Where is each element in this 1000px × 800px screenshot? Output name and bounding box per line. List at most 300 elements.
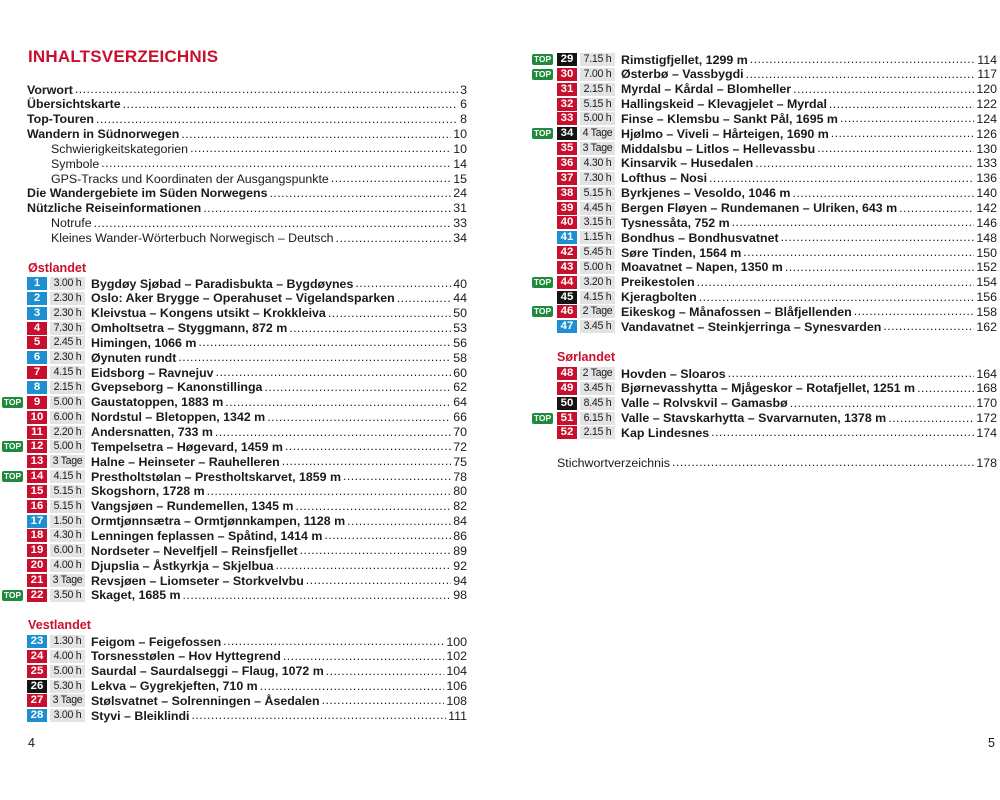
toc-entry[interactable] (51, 156, 467, 171)
tour-entry[interactable] (557, 186, 997, 201)
tour-entry[interactable] (557, 82, 997, 97)
leader-dots (829, 97, 974, 112)
leader-dots (198, 335, 451, 350)
leader-dots (300, 543, 452, 558)
tour-entry[interactable] (557, 126, 997, 141)
tour-number-badge: 18 (27, 529, 47, 542)
leader-dots (75, 82, 458, 97)
tour-entry[interactable] (27, 454, 467, 469)
tour-duration: 4.15 h (50, 470, 85, 483)
tour-page: 117 (977, 67, 997, 82)
page-number-left: 4 (28, 736, 35, 750)
tour-title: Vangsjøen – Rundemellen, 1345 m (91, 499, 294, 514)
tour-number-badge: 47 (557, 320, 577, 333)
leader-dots (328, 306, 451, 321)
tour-entry[interactable] (27, 395, 467, 410)
tour-title: Kjeragbolten (621, 290, 697, 305)
tour-number-badge: 12 (27, 440, 47, 453)
tour-duration: 3 Tage (50, 574, 85, 587)
leader-dots (343, 469, 451, 484)
tour-entry[interactable] (557, 201, 997, 216)
tour-entry[interactable] (557, 52, 997, 67)
tour-duration: 5.00 h (50, 440, 85, 453)
tour-number-badge: 45 (557, 291, 577, 304)
tour-page: 58 (453, 350, 467, 365)
tour-duration: 2 Tage (580, 367, 615, 380)
tour-entry[interactable] (27, 499, 467, 514)
leader-dots (672, 455, 974, 470)
tour-page: 84 (453, 514, 467, 529)
tour-duration: 7.15 h (580, 53, 615, 66)
tour-duration: 2.30 h (50, 351, 85, 364)
leader-dots (322, 693, 445, 708)
tour-number-badge: 42 (557, 246, 577, 259)
tour-page: 40 (453, 276, 467, 291)
tour-duration: 1.30 h (50, 635, 85, 648)
tour-title: Eidsborg – Ravnejuv (91, 365, 214, 380)
tour-title: Oslo: Aker Brygge – Operahuset – Vigelandsparken (91, 291, 395, 306)
tour-number-badge: 43 (557, 261, 577, 274)
toc-entry[interactable] (51, 216, 467, 231)
tour-number-badge: 21 (27, 574, 47, 587)
leader-dots (792, 186, 974, 201)
toc-entry-title: Symbole (51, 156, 100, 171)
tour-duration: 2.45 h (50, 336, 85, 349)
tour-page: 150 (976, 245, 997, 260)
tour-duration: 3.45 h (580, 320, 615, 333)
toc-entry-title: Kleines Wander-Wörterbuch Norwegisch – Deutsch (51, 231, 334, 245)
tour-duration: 6.15 h (580, 412, 615, 425)
tour-duration: 6.00 h (50, 544, 85, 557)
tour-duration: 1.15 h (580, 231, 615, 244)
tour-title: Finse – Klemsbu – Sankt Pål, 1695 m (621, 111, 838, 126)
leader-dots (276, 558, 452, 573)
tour-number-badge: 13 (27, 455, 47, 468)
tour-number-badge: 41 (557, 231, 577, 244)
tour-number-badge: 37 (557, 172, 577, 185)
tour-page: 100 (446, 634, 467, 649)
tour-entry[interactable] (27, 425, 467, 440)
leader-dots (326, 664, 445, 679)
tour-title: Østerbø – Vassbygdi (621, 67, 744, 82)
leader-dots (223, 634, 444, 649)
tour-number-badge: 27 (27, 694, 47, 707)
leader-dots (711, 425, 974, 440)
tour-number-badge: 17 (27, 515, 47, 528)
leader-dots (270, 186, 452, 201)
leader-dots (215, 425, 451, 440)
tour-duration: 6.00 h (50, 411, 85, 424)
index-entry[interactable] (557, 455, 997, 470)
tour-number-badge: 26 (27, 680, 47, 693)
leader-dots (831, 126, 975, 141)
tour-duration: 3.20 h (580, 276, 615, 289)
tour-page: 170 (976, 396, 997, 411)
tour-title: Søre Tinden, 1564 m (621, 245, 742, 260)
leader-dots (709, 171, 974, 186)
leader-dots (203, 201, 451, 216)
tour-page: 89 (453, 543, 467, 558)
tour-page: 86 (453, 528, 467, 543)
leader-dots (888, 411, 974, 426)
tour-page: 126 (976, 126, 997, 141)
tour-number-badge: 14 (27, 470, 47, 483)
tour-title: Øynuten rundt (91, 350, 177, 365)
tour-entry[interactable] (557, 156, 997, 171)
tour-title: Bergen Fløyen – Rundemanen – Ulriken, 643 m (621, 201, 898, 215)
tour-number-badge: 32 (557, 98, 577, 111)
tour-entry[interactable] (27, 306, 467, 321)
tour-entry[interactable] (27, 365, 467, 380)
tour-page: 156 (976, 290, 997, 305)
tour-page: 56 (453, 335, 467, 350)
tour-title: Prestholtstølan – Prestholtskarvet, 1859 m (91, 469, 341, 484)
tour-entry[interactable] (557, 381, 997, 396)
leader-dots (917, 381, 974, 396)
top-tour-badge: TOP (533, 306, 552, 317)
tour-title: Vandavatnet – Steinkjerringa – Synesvarden (621, 319, 882, 334)
tour-entry[interactable] (557, 396, 997, 411)
tour-title: Saurdal – Saurdalseggi – Flaug, 1072 m (91, 664, 324, 679)
tour-title: Kleivstua – Kongens utsikt – Krokkleiva (91, 306, 326, 321)
tour-page: 66 (453, 410, 467, 425)
tour-entry[interactable] (27, 350, 467, 365)
leader-dots (732, 215, 975, 230)
tour-title: Kinsarvik – Husedalen (621, 156, 754, 171)
toc-entry[interactable] (27, 127, 467, 142)
tour-duration: 5.45 h (580, 246, 615, 259)
tour-title: Nordseter – Nevelfjell – Reinsfjellet (91, 543, 298, 558)
index-entry-page: 178 (976, 455, 997, 470)
tour-number-badge: 19 (27, 544, 47, 557)
leader-dots (840, 111, 974, 126)
tour-entry[interactable] (27, 708, 467, 723)
tour-duration: 4.00 h (50, 559, 85, 572)
tour-title: Tysnessåta, 752 m (621, 215, 730, 230)
tour-number-badge: 16 (27, 500, 47, 513)
tour-page: 98 (453, 588, 467, 603)
leader-dots (781, 230, 975, 245)
tour-number-badge: 9 (27, 396, 47, 409)
tour-duration: 4.45 h (580, 202, 615, 215)
tour-entry[interactable] (557, 230, 997, 245)
tour-page: 111 (448, 708, 467, 723)
toc-entry-title: Übersichtskarte (27, 97, 121, 112)
region-heading-ostlandet: Østlandet (28, 261, 87, 275)
leader-dots (101, 156, 451, 171)
leader-dots (264, 380, 451, 395)
leader-dots (899, 201, 974, 216)
tour-page: 172 (976, 411, 997, 426)
tour-duration: 2.30 h (50, 292, 85, 305)
leader-dots (331, 171, 451, 186)
tour-entry[interactable] (27, 335, 467, 350)
tour-page: 60 (453, 365, 467, 380)
leader-dots (183, 588, 452, 603)
top-tour-badge: TOP (533, 54, 552, 64)
top-tour-badge: TOP (3, 396, 22, 407)
tour-page: 158 (976, 304, 997, 319)
tour-title: Lofthus – Nosi (621, 171, 708, 186)
tour-duration: 3 Tage (50, 694, 85, 707)
leader-dots (755, 156, 974, 171)
tour-page: 50 (453, 306, 467, 321)
tour-title: Skaget, 1685 m (91, 588, 181, 603)
tour-title: Bondhus – Bondhusvatnet (621, 230, 779, 245)
leader-dots (283, 649, 445, 664)
leader-dots (324, 528, 451, 543)
tour-entry[interactable] (27, 380, 467, 395)
tour-entry[interactable] (27, 634, 467, 649)
tour-entry[interactable] (557, 111, 997, 126)
toc-entry-title: Schwierigkeitskategorien (51, 141, 189, 156)
tour-title: Feigom – Feigefossen (91, 634, 222, 649)
tour-title: Himingen, 1066 m (91, 335, 197, 350)
tour-entry[interactable] (557, 275, 997, 290)
tour-title: Bygdøy Sjøbad – Paradisbukta – Bygdøynes (91, 276, 354, 291)
region-heading-sorlandet: Sørlandet (557, 350, 616, 364)
toc-entry[interactable] (27, 112, 467, 127)
tour-page: 148 (976, 230, 997, 245)
leader-dots (94, 216, 452, 231)
leader-dots (750, 52, 976, 67)
tour-title: Middalsbu – Litlos – Hellevassbu (621, 141, 816, 156)
tour-duration: 4.30 h (50, 529, 85, 542)
tour-page: 92 (453, 558, 467, 573)
toc-entry-page: 3 (460, 82, 467, 97)
tour-page: 142 (976, 201, 997, 215)
tour-number-badge: 51 (557, 412, 577, 425)
tour-entry[interactable] (27, 484, 467, 499)
tour-page: 102 (446, 649, 467, 664)
tour-duration: 8.45 h (580, 397, 615, 410)
tour-title: Byrkjenes – Vesoldo, 1046 m (621, 186, 791, 201)
tour-entry[interactable] (557, 215, 997, 230)
tour-duration: 5.30 h (50, 680, 85, 693)
tour-entry[interactable] (557, 290, 997, 305)
tour-duration: 5.00 h (50, 396, 85, 409)
tour-duration: 2 Tage (580, 305, 615, 318)
tour-page: 108 (446, 693, 467, 708)
tour-title: Valle – Rolvskvil – Gamasbø (621, 396, 788, 411)
tour-duration: 3.00 h (50, 709, 85, 722)
tour-entry[interactable] (557, 141, 997, 156)
toc-entry[interactable] (51, 231, 467, 246)
tour-number-badge: 6 (27, 351, 47, 364)
leader-dots (883, 319, 974, 334)
tour-title: Djupslia – Åstkyrkja – Skjelbua (91, 558, 274, 573)
leader-dots (282, 454, 452, 469)
toc-entry-title: GPS-Tracks und Koordinaten der Ausgangspunkte (51, 171, 329, 186)
tour-title: Omholtsetra – Styggmann, 872 m (91, 321, 288, 336)
tour-title: Hallingskeid – Klevagjelet – Myrdal (621, 97, 827, 112)
tour-entry[interactable] (557, 171, 997, 186)
tour-number-badge: 36 (557, 157, 577, 170)
tour-title: Styvi – Bleiklindi (91, 708, 190, 723)
tour-number-badge: 39 (557, 202, 577, 215)
tour-number-badge: 24 (27, 650, 47, 663)
tour-number-badge: 11 (27, 426, 47, 439)
leader-dots (397, 291, 452, 306)
leader-dots (190, 141, 451, 156)
tour-duration: 3.15 h (580, 216, 615, 229)
tour-number-badge: 49 (557, 382, 577, 395)
tour-duration: 3 Tage (580, 142, 615, 155)
tour-entry[interactable] (27, 664, 467, 679)
tour-duration: 4.15 h (580, 291, 615, 304)
tour-entry[interactable] (27, 588, 467, 603)
tour-page: 130 (976, 141, 997, 156)
toc-entry[interactable] (27, 82, 467, 97)
tour-entry[interactable] (557, 319, 997, 334)
leader-dots (306, 573, 451, 588)
tour-entry[interactable] (27, 543, 467, 558)
tour-duration: 3.50 h (50, 589, 85, 602)
tour-entry[interactable] (27, 693, 467, 708)
tour-entry[interactable] (557, 97, 997, 112)
tour-page: 106 (446, 679, 467, 694)
tour-duration: 5.15 h (580, 98, 615, 111)
tour-entry[interactable] (557, 260, 997, 275)
leader-dots (336, 231, 452, 246)
tour-entry[interactable] (27, 291, 467, 306)
leader-dots (216, 365, 452, 380)
tour-duration: 7.00 h (580, 68, 615, 81)
toc-entry[interactable] (27, 97, 467, 112)
tour-entry[interactable] (27, 558, 467, 573)
leader-dots (746, 67, 976, 82)
toc-entry-title: Notrufe (51, 216, 92, 231)
toc-entry-page: 24 (453, 186, 467, 201)
tour-page: 120 (976, 82, 997, 97)
tour-title: Torsnesstølen – Hov Hyttegrend (91, 649, 281, 664)
index-entry-title: Stichwortverzeichnis (557, 455, 670, 470)
toc-entry-title: Top-Touren (27, 112, 94, 127)
tour-entry[interactable] (557, 366, 997, 381)
tour-duration: 3 Tage (50, 455, 85, 468)
toc-entry[interactable] (27, 201, 467, 216)
tour-duration: 4 Tage (580, 127, 615, 140)
tour-duration: 2.30 h (50, 307, 85, 320)
tour-page: 136 (976, 171, 997, 186)
tour-number-badge: 46 (557, 305, 577, 318)
tour-title: Ormtjønnsætra – Ormtjønnkampen, 1128 m (91, 514, 346, 529)
toc-entry-title: Wandern in Südnorwegen (27, 127, 180, 142)
leader-dots (699, 290, 975, 305)
tour-title: Gaustatoppen, 1883 m (91, 395, 224, 410)
tour-number-badge: 44 (557, 276, 577, 289)
toc-entry-page: 31 (453, 201, 467, 216)
tour-number-badge: 48 (557, 367, 577, 380)
toc-entry-title: Vorwort (27, 82, 73, 97)
tour-entry[interactable] (27, 276, 467, 291)
tour-number-badge: 40 (557, 216, 577, 229)
toc-entry-page: 15 (453, 171, 467, 186)
tour-number-badge: 25 (27, 665, 47, 678)
toc-entry[interactable] (51, 141, 467, 156)
tour-number-badge: 10 (27, 411, 47, 424)
toc-entry-title: Nützliche Reiseinformationen (27, 201, 202, 216)
leader-dots (728, 366, 975, 381)
tour-entry[interactable] (27, 649, 467, 664)
leader-dots (96, 112, 458, 127)
tour-title: Halne – Heinseter – Rauhelleren (91, 454, 280, 469)
tour-entry[interactable] (27, 679, 467, 694)
leader-dots (295, 499, 451, 514)
leader-dots (355, 276, 451, 291)
tour-page: 124 (976, 111, 997, 126)
tour-number-badge: 29 (557, 53, 577, 66)
toc-entry-page: 6 (460, 97, 467, 112)
toc-entry-page: 34 (453, 231, 467, 245)
tour-entry[interactable] (557, 67, 997, 82)
tour-page: 82 (453, 499, 467, 514)
leader-dots (181, 127, 451, 142)
tour-page: 80 (453, 484, 467, 499)
tour-page: 164 (976, 366, 997, 381)
tour-title: Andersnatten, 733 m (91, 425, 213, 439)
page-number-right: 5 (988, 736, 995, 750)
tour-number-badge: 3 (27, 307, 47, 320)
tour-entry[interactable] (27, 439, 467, 454)
tour-entry[interactable] (557, 411, 997, 426)
tour-title: Nordstul – Bletoppen, 1342 m (91, 410, 266, 425)
tour-number-badge: 30 (557, 68, 577, 81)
tour-entry[interactable] (27, 528, 467, 543)
tour-page: 70 (453, 425, 467, 439)
tour-page: 44 (453, 291, 467, 306)
tour-duration: 5.00 h (50, 665, 85, 678)
tour-entry[interactable] (27, 321, 467, 336)
tour-number-badge: 8 (27, 381, 47, 394)
tour-duration: 5.15 h (50, 500, 85, 513)
tour-entry[interactable] (557, 304, 997, 319)
tour-page: 168 (976, 381, 997, 396)
tour-title: Preikestolen (621, 275, 695, 290)
tour-number-badge: 34 (557, 127, 577, 140)
tour-number-badge: 33 (557, 112, 577, 125)
tour-title: Skogshorn, 1728 m (91, 484, 205, 499)
leader-dots (178, 350, 451, 365)
tour-title: Moavatnet – Napen, 1350 m (621, 260, 783, 275)
leader-dots (793, 82, 974, 97)
tour-page: 94 (453, 573, 467, 588)
tour-duration: 3.45 h (580, 382, 615, 395)
tour-entry[interactable] (557, 245, 997, 260)
toc-entry-page: 14 (453, 156, 467, 171)
tour-entry[interactable] (27, 514, 467, 529)
tour-entry[interactable] (27, 469, 467, 484)
tour-page: 72 (453, 439, 467, 454)
tour-page: 64 (453, 395, 467, 410)
top-tour-badge: TOP (533, 412, 552, 423)
toc-entry[interactable] (51, 171, 467, 186)
tour-entry[interactable] (27, 573, 467, 588)
top-tour-badge: TOP (3, 441, 22, 452)
tour-title: Tempelsetra – Høgevard, 1459 m (91, 439, 283, 454)
tour-duration: 4.30 h (580, 157, 615, 170)
tour-duration: 5.00 h (580, 261, 615, 274)
toc-entry-page: 8 (460, 112, 467, 127)
tour-number-badge: 7 (27, 366, 47, 379)
tour-title: Bjørnevasshytta – Mjågeskor – Rotafjellet, 1251 m (621, 381, 916, 396)
toc-entry[interactable] (27, 186, 467, 201)
toc-entry-page: 10 (453, 141, 467, 156)
leader-dots (285, 439, 451, 454)
tour-entry[interactable] (27, 410, 467, 425)
tour-duration: 5.15 h (50, 485, 85, 498)
tour-entry[interactable] (557, 425, 997, 440)
